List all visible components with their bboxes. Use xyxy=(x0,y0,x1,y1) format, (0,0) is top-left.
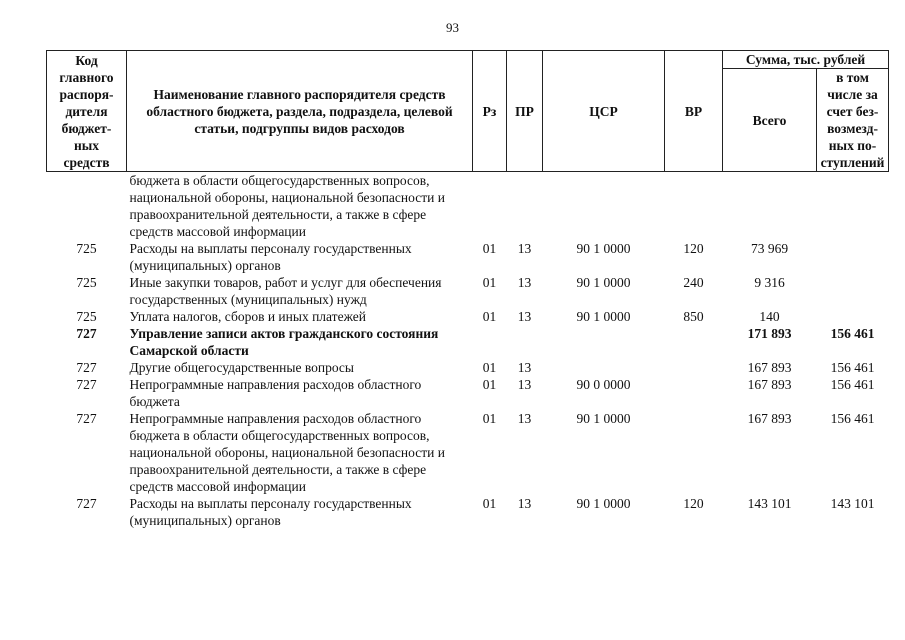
header-vr: ВР xyxy=(665,51,723,172)
cell-rz xyxy=(473,325,507,359)
cell-name: Расходы на выплаты персоналу государственных (муниципальных) органов xyxy=(129,496,412,528)
cell-rz: 01 xyxy=(482,411,497,426)
cell-vr: 850 xyxy=(683,309,704,324)
cell-gratuitous xyxy=(817,274,889,308)
header-gratuitous: в том числе за счет без-возмезд-ных по-ступлений xyxy=(817,69,889,172)
cell-vr xyxy=(665,172,723,241)
cell-pr: 13 xyxy=(517,241,532,256)
table-row xyxy=(47,376,889,410)
cell-pr: 13 xyxy=(517,360,532,375)
budget-table xyxy=(46,50,889,529)
cell-code: 725 xyxy=(76,241,97,256)
cell-gratuitous: 143 101 xyxy=(830,496,875,511)
cell-rz: 01 xyxy=(482,496,497,511)
header-total: Всего xyxy=(723,69,817,172)
cell-csr xyxy=(543,325,665,359)
cell-code: 727 xyxy=(76,411,97,426)
table-row xyxy=(47,495,889,529)
cell-code: 725 xyxy=(76,275,97,290)
table-row xyxy=(47,410,889,495)
cell-csr: 90 1 0000 xyxy=(576,411,631,426)
cell-total: 143 101 xyxy=(747,496,792,511)
cell-gratuitous: 156 461 xyxy=(830,360,875,375)
cell-code: 725 xyxy=(76,309,97,324)
cell-vr: 120 xyxy=(683,496,704,511)
cell-pr: 13 xyxy=(517,411,532,426)
cell-name: Расходы на выплаты персоналу государственных (муниципальных) органов xyxy=(129,241,412,273)
header-csr: ЦСР xyxy=(543,51,665,172)
cell-total: 167 893 xyxy=(747,360,792,375)
cell-gratuitous: 156 461 xyxy=(830,326,875,341)
cell-pr: 13 xyxy=(517,309,532,324)
header-pr: ПР xyxy=(507,51,543,172)
header-rz: Рз xyxy=(473,51,507,172)
cell-vr xyxy=(665,410,723,495)
cell-name: Другие общегосударственные вопросы xyxy=(129,360,354,375)
cell-total xyxy=(723,172,817,241)
cell-csr: 90 1 0000 xyxy=(576,275,631,290)
cell-csr: 90 1 0000 xyxy=(576,309,631,324)
cell-rz: 01 xyxy=(482,309,497,324)
cell-vr xyxy=(665,376,723,410)
cell-gratuitous xyxy=(817,240,889,274)
cell-rz: 01 xyxy=(482,360,497,375)
cell-csr: 90 1 0000 xyxy=(576,496,631,511)
header-name: Наименование главного распорядителя средств областного бюджета, раздела, подраздела, целевой статьи, подгруппы видов расходов xyxy=(127,51,473,172)
cell-csr: 90 1 0000 xyxy=(576,241,631,256)
cell-vr: 120 xyxy=(683,241,704,256)
cell-total: 140 xyxy=(759,309,780,324)
cell-vr xyxy=(665,325,723,359)
cell-name: бюджета в области общегосударственных вопросов, национальной обороны, национальной безопасности и правоохранительной деятельности, а также в сфере средств массовой информации xyxy=(129,173,445,239)
cell-name: Управление записи актов гражданского состояния Самарской области xyxy=(129,326,439,358)
table-row xyxy=(47,359,889,376)
cell-total: 171 893 xyxy=(747,326,792,341)
cell-rz: 01 xyxy=(482,275,497,290)
cell-gratuitous xyxy=(817,172,889,241)
cell-total: 167 893 xyxy=(747,411,792,426)
cell-name: Непрограммные направления расходов областного бюджета в области общегосударственных вопросов, национальной обороны, национальной безопасности и правоохранительной деятельности, а также в сфере средств массовой информации xyxy=(129,411,445,494)
cell-pr xyxy=(507,172,543,241)
header-row-1 xyxy=(47,51,889,69)
cell-gratuitous: 156 461 xyxy=(830,377,875,392)
cell-code: 727 xyxy=(76,377,97,392)
cell-code: 727 xyxy=(76,360,97,375)
cell-pr: 13 xyxy=(517,496,532,511)
cell-rz: 01 xyxy=(482,377,497,392)
table-row xyxy=(47,240,889,274)
cell-code: 727 xyxy=(76,326,97,341)
cell-csr: 90 0 0000 xyxy=(576,377,631,392)
page-number: 93 xyxy=(446,20,459,35)
cell-rz: 01 xyxy=(482,241,497,256)
cell-name: Непрограммные направления расходов областного бюджета xyxy=(129,377,422,409)
table-row xyxy=(47,172,889,241)
table-row xyxy=(47,274,889,308)
table-body xyxy=(47,172,889,530)
cell-vr: 240 xyxy=(683,275,704,290)
cell-total: 73 969 xyxy=(750,241,789,256)
cell-name: Уплата налогов, сборов и иных платежей xyxy=(129,309,366,324)
cell-pr xyxy=(507,325,543,359)
cell-code xyxy=(47,172,127,241)
table-row xyxy=(47,308,889,325)
cell-name: Иные закупки товаров, работ и услуг для обеспечения государственных (муниципальных) нужд xyxy=(129,275,442,307)
cell-vr xyxy=(665,359,723,376)
header-code: Код главного распоря-дителя бюджет-ных средств xyxy=(47,51,127,172)
cell-pr: 13 xyxy=(517,275,532,290)
table-row xyxy=(47,325,889,359)
cell-code: 727 xyxy=(76,496,97,511)
cell-total: 9 316 xyxy=(754,275,785,290)
cell-csr xyxy=(543,359,665,376)
cell-pr: 13 xyxy=(517,377,532,392)
cell-gratuitous: 156 461 xyxy=(830,411,875,426)
cell-rz xyxy=(473,172,507,241)
cell-gratuitous xyxy=(817,308,889,325)
cell-csr xyxy=(543,172,665,241)
header-sum-group: Сумма, тыс. рублей xyxy=(723,51,889,69)
cell-total: 167 893 xyxy=(747,377,792,392)
